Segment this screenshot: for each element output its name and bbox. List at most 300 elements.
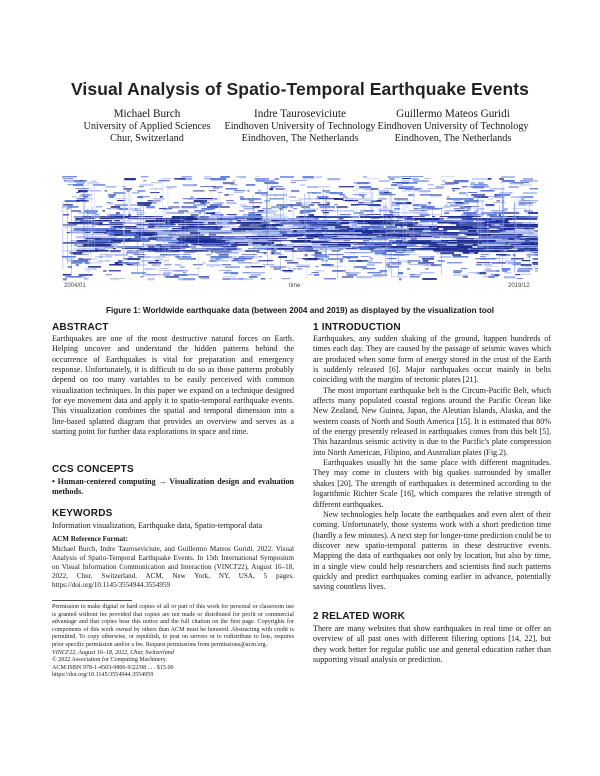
event-line-segment [160, 270, 174, 271]
event-line-segment [148, 226, 155, 228]
event-line-segment [245, 250, 259, 252]
event-line-segment [363, 268, 376, 269]
event-line-segment [174, 178, 185, 180]
event-line-segment [398, 186, 414, 188]
event-line-segment [483, 220, 486, 221]
event-line-segment [178, 210, 188, 212]
event-line-segment [305, 230, 346, 232]
event-line-segment [215, 258, 219, 260]
event-line-segment [347, 274, 357, 276]
event-line-segment [517, 278, 523, 279]
event-line-segment [476, 264, 482, 266]
event-line-segment [479, 236, 492, 238]
event-line-segment [291, 190, 299, 192]
event-line-segment [379, 180, 390, 182]
event-line-segment [466, 194, 469, 196]
event-line-segment [334, 198, 344, 200]
event-line-segment [499, 192, 510, 194]
event-line-segment [340, 214, 351, 215]
event-line-segment [137, 202, 152, 204]
event-line-segment [242, 258, 247, 260]
event-line-segment [396, 182, 408, 184]
event-line-segment [280, 224, 293, 225]
event-line-segment [271, 250, 276, 252]
abstract-text [52, 334, 294, 437]
event-line-segment [248, 198, 261, 200]
event-line-segment [425, 268, 428, 270]
event-line-segment [447, 262, 462, 263]
event-line-segment [71, 210, 81, 212]
event-line-segment [242, 278, 254, 280]
event-line-segment [107, 260, 110, 262]
event-line-segment [77, 198, 86, 200]
event-line-segment [226, 232, 232, 233]
event-line-segment [293, 224, 310, 226]
event-line-segment [368, 262, 383, 264]
event-line-segment [135, 208, 137, 210]
event-line-segment [428, 246, 457, 247]
event-line-segment [332, 250, 341, 252]
event-line-segment [374, 244, 391, 246]
event-line-segment [293, 246, 312, 247]
event-line-segment [83, 258, 91, 259]
event-line-segment [240, 196, 244, 198]
event-line-segment [202, 248, 241, 250]
event-line-segment [345, 198, 355, 200]
event-line-segment [480, 272, 487, 274]
event-line-segment [229, 222, 270, 224]
event-line-segment [506, 230, 535, 232]
event-line-segment [243, 272, 252, 273]
event-line-segment [428, 188, 443, 189]
event-line-segment [258, 248, 269, 250]
event-line-segment [462, 186, 465, 187]
event-line-segment [357, 260, 368, 262]
event-line-segment [141, 176, 149, 177]
event-line-segment [86, 238, 101, 239]
event-line-segment [251, 274, 261, 276]
event-line-segment [328, 258, 344, 260]
event-line-segment [380, 194, 396, 195]
event-line-segment [371, 218, 380, 219]
event-line-segment [485, 268, 491, 270]
event-line-segment [67, 260, 72, 262]
event-line-segment [140, 256, 151, 258]
event-line-segment [431, 264, 442, 266]
event-line-segment [440, 252, 454, 254]
event-line-segment [302, 176, 314, 178]
event-line-segment [271, 244, 276, 246]
event-line-segment [167, 188, 173, 189]
event-line-segment [78, 190, 88, 192]
event-line-segment [197, 198, 213, 199]
event-line-segment [84, 210, 98, 212]
event-line-segment [457, 238, 474, 240]
event-line-segment [87, 184, 89, 186]
event-line-segment [326, 192, 337, 193]
event-line-segment [140, 184, 154, 186]
event-line-segment [523, 192, 537, 194]
event-line-segment [282, 234, 324, 236]
event-line-segment [70, 244, 73, 246]
event-line-segment [300, 244, 322, 246]
event-line-segment [167, 254, 180, 256]
event-line-segment [98, 248, 113, 249]
event-line-segment [264, 182, 278, 184]
event-line-segment [206, 254, 211, 255]
author-location: Chur, Switzerland [110, 133, 184, 145]
event-line-segment [260, 216, 288, 218]
event-line-segment [399, 176, 411, 177]
event-line-segment [160, 246, 190, 248]
event-line-segment [393, 276, 407, 277]
event-line-segment [311, 202, 320, 203]
event-line-segment [150, 188, 164, 190]
event-line-segment [215, 252, 229, 254]
event-line-segment [127, 258, 140, 260]
event-line-segment [356, 188, 368, 189]
event-line-segment [99, 254, 113, 255]
axis-end-label: 2019/12 [508, 283, 530, 289]
event-line-segment [155, 198, 165, 200]
event-line-segment [130, 204, 138, 206]
event-line-segment [184, 252, 195, 253]
event-line-segment [148, 238, 156, 240]
event-line-segment [428, 202, 431, 204]
event-line-segment [86, 194, 92, 196]
event-line-segment [424, 228, 433, 230]
event-line-segment [242, 228, 279, 230]
event-line-segment [162, 178, 172, 179]
event-line-segment [269, 278, 271, 279]
event-line-segment [270, 186, 275, 188]
event-line-segment [471, 248, 509, 250]
event-line-segment [258, 210, 264, 212]
event-line-segment [396, 240, 431, 242]
event-line-segment [88, 266, 101, 268]
event-line-segment [208, 222, 216, 224]
event-line-segment [91, 268, 97, 270]
event-line-segment [151, 182, 161, 183]
event-line-segment [353, 244, 367, 245]
event-line-segment [411, 238, 417, 240]
event-line-segment [354, 212, 364, 214]
event-line-segment [371, 258, 374, 259]
event-line-segment [307, 186, 318, 188]
event-line-segment [239, 278, 244, 280]
event-line-segment [242, 206, 257, 207]
event-line-segment [454, 180, 469, 182]
event-line-segment [445, 182, 449, 184]
event-line-segment [65, 258, 74, 260]
event-line-segment [517, 238, 526, 239]
event-line-segment [150, 192, 159, 193]
event-line-segment [511, 258, 524, 260]
event-line-segment [323, 224, 341, 226]
event-line-segment [440, 176, 454, 177]
event-line-segment [96, 206, 102, 208]
event-line-segment [395, 200, 407, 201]
event-line-segment [209, 234, 216, 236]
event-line-segment [322, 264, 325, 265]
event-line-segment [280, 176, 294, 178]
event-line-segment [63, 178, 74, 179]
event-line-segment [228, 256, 238, 258]
event-line-segment [449, 220, 473, 222]
event-line-segment [303, 178, 316, 180]
event-line-segment [99, 260, 102, 262]
event-line-segment [158, 180, 169, 181]
intro-paragraph: New technologies help locate the earthquakes and even alert of their coming. Unfortunately, those systems work with a short prediction time (hardly a few minutes). A next step for longer-time prediction could be to discover new spatio-temporal patterns in these destructive events. Mapping the data of earthquakes not only by location, but also by time, in a single view could help researchers and scientists find such patterns quickly and predict earthquakes coming earlier in advance, potentially saving countless lives. [313, 509, 551, 592]
event-line-segment [496, 254, 506, 255]
event-line-segment [226, 188, 238, 190]
keywords-heading: KEYWORDS [52, 508, 113, 519]
event-line-segment [515, 216, 519, 218]
event-line-segment [263, 180, 274, 182]
event-line-segment [229, 252, 238, 254]
event-line-segment [362, 196, 365, 198]
event-line-segment [152, 250, 180, 251]
event-line-segment [315, 252, 322, 254]
event-line-segment [387, 266, 399, 268]
event-line-segment [420, 220, 450, 222]
event-line-segment [478, 208, 485, 210]
event-line-segment [236, 176, 243, 178]
intro-paragraph: Earthquakes usually hit the same place with different magnitudes. They may come in clusters with big quakes surrounded by smaller shakes [20]. The strength of earthquakes is determined according to the logarithmic Richter Scale [16], which compares the relative strength of different earthquakes. [313, 458, 551, 509]
event-line-segment [420, 262, 427, 264]
copyright-line: © 2022 Association for Computing Machinery. [52, 657, 167, 664]
event-line-segment [373, 274, 388, 276]
event-line-segment [462, 218, 491, 220]
event-line-segment [177, 242, 185, 244]
event-line-segment [535, 268, 538, 269]
permission-text: Permission to make digital or hard copies of all or part of this work for personal or classroom use is granted without fee provided that copies are not made or distributed for profit or commercial advantage and that copies bear this notice and the full citation on the first page. Copyrights for components of this work owned by others than ACM must be honored. Abstracting with credit is permitted. To copy otherwise, or republish, to post on servers or to redistribute to lists, requires prior specific permission and/or a fee. Request permissions from permissions@acm.org. [52, 604, 294, 648]
author-affiliation: Eindhoven University of Technology [224, 120, 376, 132]
event-line-segment [183, 272, 186, 273]
event-line-segment [378, 198, 386, 200]
event-line-segment [317, 186, 330, 187]
event-line-segment [343, 196, 348, 198]
event-line-segment [500, 182, 502, 183]
event-line-segment [453, 256, 468, 258]
event-line-segment [354, 266, 367, 268]
event-line-segment [532, 180, 538, 182]
event-line-segment [168, 206, 179, 208]
event-line-segment [240, 204, 247, 206]
event-line-segment [463, 276, 468, 278]
event-line-segment [193, 204, 207, 206]
event-line-segment [536, 248, 538, 250]
event-line-segment [488, 198, 493, 200]
event-line-segment [423, 260, 429, 262]
event-line-segment [247, 218, 258, 220]
event-line-segment [362, 220, 402, 221]
event-line-segment [110, 278, 125, 279]
event-line-segment [487, 234, 523, 236]
event-line-segment [308, 258, 321, 260]
event-line-segment [76, 264, 79, 266]
event-line-segment [246, 184, 256, 186]
event-line-segment [401, 180, 411, 182]
event-line-segment [522, 260, 531, 261]
event-line-segment [127, 190, 131, 192]
event-line-segment [420, 214, 430, 216]
event-line-segment [303, 208, 318, 210]
event-line-segment [232, 180, 235, 182]
event-line-segment [202, 262, 206, 264]
event-line-segment [535, 270, 538, 272]
event-line-segment [242, 254, 257, 255]
event-line-segment [87, 182, 99, 184]
event-line-segment [297, 248, 313, 250]
event-line-segment [453, 274, 468, 276]
event-line-segment [475, 252, 478, 254]
event-line-segment [316, 176, 323, 178]
event-line-segment [136, 232, 157, 234]
event-line-segment [451, 204, 466, 205]
event-line-segment [392, 264, 402, 265]
event-line-segment [473, 196, 476, 198]
author-name: Indre Tauroseviciute [254, 108, 346, 120]
ccs-heading: CCS CONCEPTS [52, 464, 134, 475]
event-line-segment [448, 216, 473, 218]
event-line-segment [312, 192, 321, 194]
event-line-segment [471, 182, 476, 184]
event-line-segment [184, 274, 199, 275]
event-line-segment [480, 256, 486, 257]
event-line-segment [394, 198, 408, 200]
event-line-segment [419, 264, 426, 265]
ccs-text [52, 477, 294, 498]
event-line-segment [395, 224, 414, 226]
event-line-segment [433, 236, 440, 238]
event-line-segment [442, 242, 483, 243]
event-line-segment [68, 206, 79, 208]
event-line-segment [159, 260, 169, 261]
event-line-segment [320, 258, 324, 260]
event-line-segment [515, 274, 520, 275]
intro-paragraph: Earthquakes, any sudden shaking of the ground, happen hundreds of times each day. They are caused by the passage of seismic waves which are produced when some form of energy stored in the crust of the Earth is suddenly released [6]. Major earthquakes occur mainly in belts coinciding with the margins of tectonic plates [21]. [313, 334, 551, 385]
event-line-segment [357, 276, 366, 278]
event-line-segment [309, 204, 314, 206]
event-line-segment [174, 202, 180, 204]
event-line-segment [379, 210, 392, 212]
event-line-segment [359, 214, 369, 216]
event-line-segment [260, 256, 262, 257]
author-location: Eindhoven, The Netherlands [241, 133, 359, 145]
event-line-segment [485, 224, 495, 226]
event-line-segment [488, 178, 492, 180]
event-line-segment [72, 196, 77, 198]
event-line-segment [483, 270, 496, 272]
event-line-segment [67, 180, 78, 182]
event-line-segment [475, 210, 479, 212]
event-line-segment [523, 244, 539, 245]
paper-title: Visual Analysis of Spatio-Temporal Earthquake Events [70, 79, 530, 99]
event-line-segment [275, 186, 283, 187]
event-line-segment [239, 210, 244, 212]
event-line-segment [262, 266, 264, 267]
introduction-text [313, 334, 551, 593]
event-line-segment [273, 268, 280, 270]
event-line-segment [111, 206, 120, 208]
event-line-segment [327, 198, 333, 200]
event-line-segment [352, 194, 366, 195]
event-line-segment [520, 180, 533, 182]
author-name: Guillermo Mateos Guridi [396, 108, 510, 120]
event-line-segment [340, 222, 349, 224]
event-line-segment [287, 236, 299, 237]
event-line-segment [436, 248, 448, 250]
event-line-segment [148, 278, 155, 280]
event-line-segment [300, 184, 305, 186]
event-line-segment [168, 234, 204, 236]
event-line-segment [73, 276, 82, 277]
event-line-segment [288, 210, 291, 212]
event-line-segment [64, 180, 66, 182]
event-line-segment [295, 264, 310, 266]
event-line-segment [448, 206, 456, 207]
event-line-segment [116, 254, 128, 256]
event-line-segment [109, 196, 114, 198]
event-line-segment [431, 194, 442, 196]
event-line-segment [151, 234, 155, 236]
event-line-segment [329, 266, 343, 267]
event-line-segment [142, 244, 157, 246]
event-line-segment [499, 214, 501, 216]
event-line-segment [263, 264, 274, 265]
event-line-segment [338, 248, 343, 250]
event-line-segment [462, 198, 473, 200]
event-line-segment [489, 226, 500, 228]
event-line-segment [216, 238, 245, 240]
event-line-segment [292, 242, 319, 243]
event-line-segment [509, 186, 519, 188]
figure-caption: Figure 1: Worldwide earthquake data (between 2004 and 2019) as displayed by the visualization tool [106, 306, 494, 315]
event-line-segment [382, 254, 392, 255]
event-line-segment [145, 268, 154, 270]
event-line-segment [178, 224, 216, 225]
event-line-segment [413, 180, 428, 182]
event-line-segment [204, 178, 214, 179]
event-line-segment [200, 278, 209, 279]
event-line-segment [238, 262, 252, 264]
event-line-segment [146, 206, 155, 208]
event-line-segment [275, 178, 279, 180]
author-name: Michael Burch [113, 108, 181, 120]
event-line-segment [287, 262, 299, 264]
event-line-segment [422, 278, 436, 280]
event-line-segment [164, 230, 198, 232]
event-line-segment [71, 262, 82, 264]
event-line-segment [224, 194, 229, 196]
event-line-segment [441, 184, 455, 185]
event-line-segment [111, 240, 142, 241]
event-line-segment [481, 212, 496, 214]
event-line-segment [486, 196, 498, 197]
event-line-segment [445, 204, 449, 206]
venue-line: VINCI'22, August 16–18, 2022, Chur, Switzerland [52, 649, 174, 656]
ccs-paragraph: • Human-centered computing → Visualization design and evaluation methods. [52, 477, 294, 497]
event-line-segment [207, 206, 219, 208]
event-line-segment [326, 216, 357, 218]
event-line-segment [231, 244, 248, 246]
event-line-segment [176, 256, 180, 258]
event-line-segment [533, 264, 538, 265]
event-line-segment [76, 218, 88, 219]
event-line-segment [412, 274, 422, 276]
event-line-segment [219, 254, 229, 256]
